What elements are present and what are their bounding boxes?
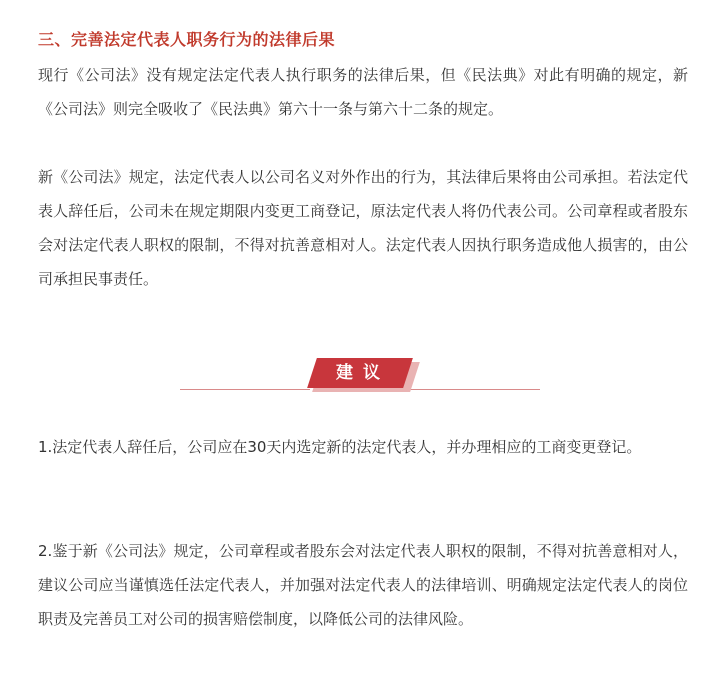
suggestion-banner [180, 356, 540, 396]
suggestion-item-2: 2.鉴于新《公司法》规定，公司章程或者股东会对法定代表人职权的限制，不得对抗善意相对人，建议公司应当谨慎选任法定代表人，并加强对法定代表人的法律培训、明确规定法定代表人的岗位职责及完善员工对公司的损害赔偿制度，以降低公司的法律风险。 [38, 542, 688, 628]
paragraph-current-law: 现行《公司法》没有规定法定代表人执行职务的法律后果，但《民法典》对此有明确的规定，新《公司法》则完全吸收了《民法典》第六十一条与第六十二条的规定。 [38, 66, 688, 118]
banner-label: 建议 [336, 363, 390, 383]
suggestion-item-1: 1.法定代表人辞任后，公司应在30天内选定新的法定代表人，并办理相应的工商变更登记。 [38, 438, 642, 456]
paragraph-new-law: 新《公司法》规定，法定代表人以公司名义对外作出的行为，其法律后果将由公司承担。若法定代表人辞任后，公司未在规定期限内变更工商登记，原法定代表人将仍代表公司。公司章程或者股东会对法定代表人职权的限制，不得对抗善意相对人。法定代表人因执行职务造成他人损害的，由公司承担民事责任。 [38, 168, 688, 288]
banner-divider-left [180, 389, 310, 390]
section-heading: 三、完善法定代表人职务行为的法律后果 [38, 30, 336, 49]
banner-divider-right [410, 389, 540, 390]
